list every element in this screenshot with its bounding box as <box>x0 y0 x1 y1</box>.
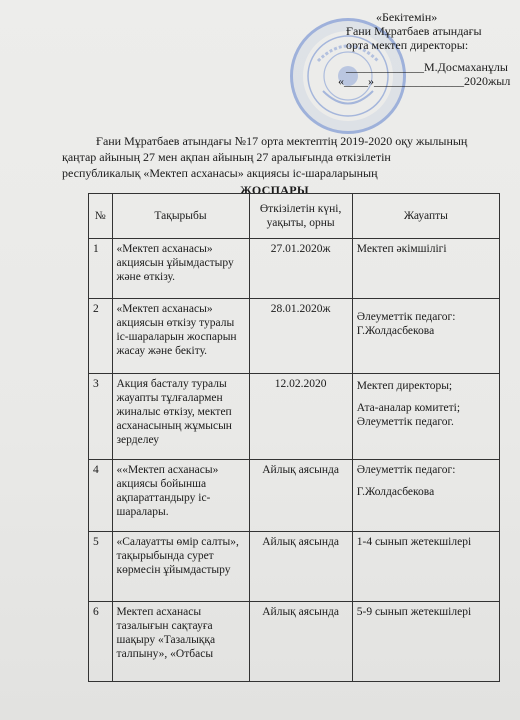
row-date: 28.01.2020ж <box>249 299 352 374</box>
row-number: 6 <box>89 602 113 682</box>
row-topic: «Мектеп асханасы» акциясын ұйымдастыру және өткізу. <box>112 239 249 299</box>
responsible-text: Г.Жолдасбекова <box>356 486 435 498</box>
approval-title: «Бекітемін» <box>376 10 438 24</box>
responsible-text: Мектеп директоры; <box>356 380 453 392</box>
row-number: 2 <box>89 299 113 374</box>
responsible-text: Әлеуметтік педагог: <box>356 464 456 476</box>
header-topic: Тақырыбы <box>112 194 249 239</box>
approval-block <box>338 10 516 88</box>
row-responsible <box>352 602 499 682</box>
row-number: 5 <box>89 532 113 602</box>
row-responsible <box>352 460 499 532</box>
header-number: № <box>89 194 113 239</box>
plan-table <box>88 193 500 682</box>
responsible-text: 1-4 сынып жетекшілері <box>356 536 472 548</box>
row-date: Айлық аясында <box>249 602 352 682</box>
row-date: 27.01.2020ж <box>249 239 352 299</box>
table-header-row <box>89 194 500 239</box>
row-date: Айлық аясында <box>249 460 352 532</box>
table-row <box>89 239 500 299</box>
row-date: 12.02.2020 <box>249 374 352 460</box>
intro-line-3: республикалық «Мектеп асханасы» акциясы іс-шараларының <box>62 166 378 180</box>
responsible-text: 5-9 сынып жетекшілері <box>356 606 472 618</box>
table-row <box>89 299 500 374</box>
intro-continuation <box>62 149 512 181</box>
row-topic: «Салауатты өмір салты», тақырыбында сурет көрмесін ұйымдастыру <box>112 532 249 602</box>
header-date: Өткізілетін күні, уақыты, орны <box>249 194 352 239</box>
row-responsible <box>352 299 499 374</box>
row-topic: Мектеп асханасы тазалығын сақтауға шақыру «Тазалыққа талпыну», «Отбасы <box>112 602 249 682</box>
row-responsible <box>352 374 499 460</box>
table-row <box>89 460 500 532</box>
responsible-text: Мектеп әкімшілігі <box>356 243 447 255</box>
approval-signature-line: _____________М.Досмаханұлы <box>346 60 508 74</box>
intro-line-1: Ғани Мұратбаев атындағы №17 орта мектептің 2019-2020 оқу жылының <box>96 134 468 148</box>
responsible-text: Әлеуметтік педагог: Г.Жолдасбекова <box>356 311 456 337</box>
row-date: Айлық аясында <box>249 532 352 602</box>
row-responsible <box>352 532 499 602</box>
table-row <box>89 532 500 602</box>
row-number: 3 <box>89 374 113 460</box>
row-topic: ««Мектеп асханасы» акциясы бойынша ақпараттандыру іс-шаралары. <box>112 460 249 532</box>
plan-title: ЖОСПАРЫ <box>240 183 309 197</box>
responsible-text: Ата-аналар комитеті; Әлеуметтік педагог. <box>356 402 461 428</box>
approval-date-line: «____»_______________2020жыл <box>338 74 511 88</box>
row-responsible <box>352 239 499 299</box>
table-row <box>89 374 500 460</box>
approval-line: Ғани Мұратбаев атындағы <box>346 24 482 38</box>
row-topic: «Мектеп асханасы» акциясын өткізу туралы іс-шараларын жоспарын жасау және бекіту. <box>112 299 249 374</box>
approval-line: орта мектеп директоры: <box>346 38 469 52</box>
row-topic: Акция басталу туралы жауапты тұлғалармен жиналыс өткізу, мектеп асханасының жұмысын зерделеу <box>112 374 249 460</box>
row-number: 4 <box>89 460 113 532</box>
row-number: 1 <box>89 239 113 299</box>
table-row <box>89 602 500 682</box>
header-responsible: Жауапты <box>352 194 499 239</box>
intro-line-2: қаңтар айының 27 мен ақпан айының 27 аралығында өткізілетін <box>62 150 391 164</box>
